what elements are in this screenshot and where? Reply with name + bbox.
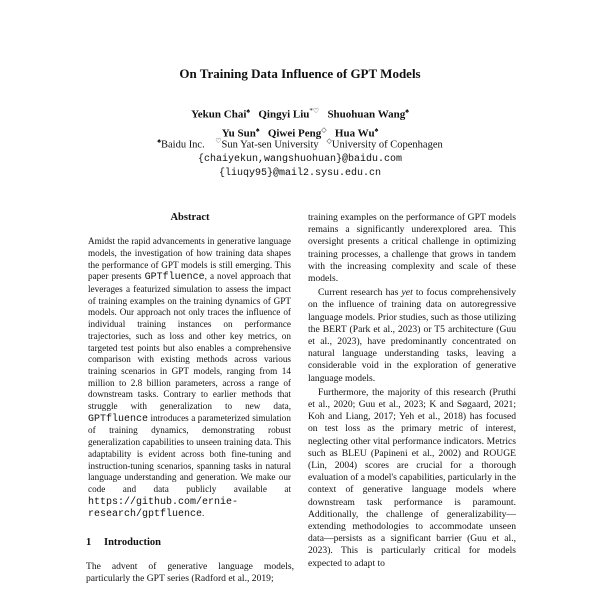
author-mark: ♠ [255, 125, 260, 134]
abstract-text [86, 236, 294, 521]
affil-copenhagen: University of Copenhagen [331, 139, 443, 151]
author-mark: ◇ [321, 125, 327, 134]
affiliations [0, 134, 600, 181]
affil-mark: ◇ [326, 137, 332, 145]
affil-baidu: Baidu Inc. [160, 139, 205, 151]
author-name: Yekun Chai [191, 108, 247, 121]
paragraph-2-b: to focus comprehensively on the influence of training data on autoregressive language models. Prior studies, such as those utilizing the BERT (Park et al., 2023) or T5 architecture (Guu et al., 2023), have predominantly concentrated on natural language understanding tasks, leaving a considerable void in the exploration of generative language models. [308, 287, 516, 384]
gptfluence-name: GPTfluence [144, 272, 205, 284]
affil-mark: ♠ [157, 137, 161, 145]
author-mark: ♠ [405, 107, 409, 115]
author-mark: ♠ [246, 107, 251, 115]
abstract-text-c: introduces a parameterized simulation of training dynamics, demonstrating robust generalization capabilities to unseen training data. This adaptability is evident across both fine-tuning and instruction-tuning scenarios, spanning tasks in natural language understanding and generation. We make our code and data publicly available at [88, 412, 291, 494]
email-baidu: {chaiyekun,wangshuohuan}@baidu.com [197, 153, 403, 165]
code-url-link[interactable]: https://github.com/ernie-research/gptfluence [88, 496, 239, 521]
right-column [308, 212, 516, 570]
author-line-1 [0, 104, 600, 123]
paragraph-1: training examples on the performance of GPT models remains a significantly underexplored area. This oversight presents a critical challenge in optimizing training processes, a challenge that grows in tandem with the increasing complexity and scale of these models. [308, 212, 516, 285]
affil-mark: ♡ [215, 137, 222, 145]
abstract-heading: Abstract [170, 212, 210, 223]
abstract-text-b: , a novel approach that leverages a featurized simulation to assess the impact of training examples on the training dynamics of GPT models. Our approach not only traces the influence of individual training instances on performance trajectories, such as loss and other key metrics, on targeted test points but also enables a comprehensive comparison with existing methods across various training scenarios in GPT models, ranging from 14 million to 2.8 billion parameters, across a range of downstream tasks. Contrary to earlier methods that struggle with generalization to new data, [88, 271, 291, 412]
abstract-text-end: . [202, 508, 205, 519]
author-name: Shuohuan Wang [327, 108, 406, 121]
paragraph-3: Furthermore, the majority of this research (Pruthi et al., 2020; Guu et al., 2023; K and Søgaard, 2021; Koh and Liang, 2017; Yeh et al., 2018) has focused on test loss as the primary metric of interest, neglecting other vital performance indicators. Metrics such as BLEU (Papineni et al., 2002) and ROUGE (Lin, 2004) scores are crucial for a thorough evaluation of a model's capabilities, particularly in the context of generative language models where downstream task performance is paramount. Additionally, the challenge of generalizability—extending methodologies to accommodate unseen data—persists as a significant barrier (Guu et al., 2023). This is particularly critical for models expected to adapt to [308, 386, 516, 569]
paragraph-2-a: Current research has [318, 287, 402, 299]
intro-paragraph: The advent of generative language models, particularly the GPT series (Radford et al., 2019; [86, 561, 294, 585]
affiliation-line [0, 134, 600, 153]
author-name: Qingyi Liu [258, 108, 310, 121]
email-sysu: {liuqy95}@mail2.sysu.edu.cn [218, 167, 382, 179]
section-number: 1 [86, 537, 92, 549]
affil-sysu: Sun Yat-sen University [221, 139, 319, 151]
abstract-text-a: Amidst the rapid advancements in generative language models, the investigation of how training data shapes the performance of GPT models is still emerging. This paper presents [88, 236, 291, 282]
author-mark: *♡ [309, 107, 320, 115]
author-name: Yu Sun [221, 127, 256, 140]
left-column [86, 212, 294, 586]
section-heading-introduction [86, 537, 294, 549]
author-mark: ♠ [374, 125, 379, 134]
section-title: Introduction [104, 537, 161, 549]
paragraph-2-emphasis: yet [401, 287, 413, 299]
author-name: Hua Wu [334, 127, 375, 140]
author-name: Qiwei Peng [267, 127, 322, 140]
paragraph-2 [308, 287, 516, 385]
gptfluence-name: GPTfluence [88, 413, 149, 425]
paper-title: On Training Data Influence of GPT Models [179, 66, 421, 81]
